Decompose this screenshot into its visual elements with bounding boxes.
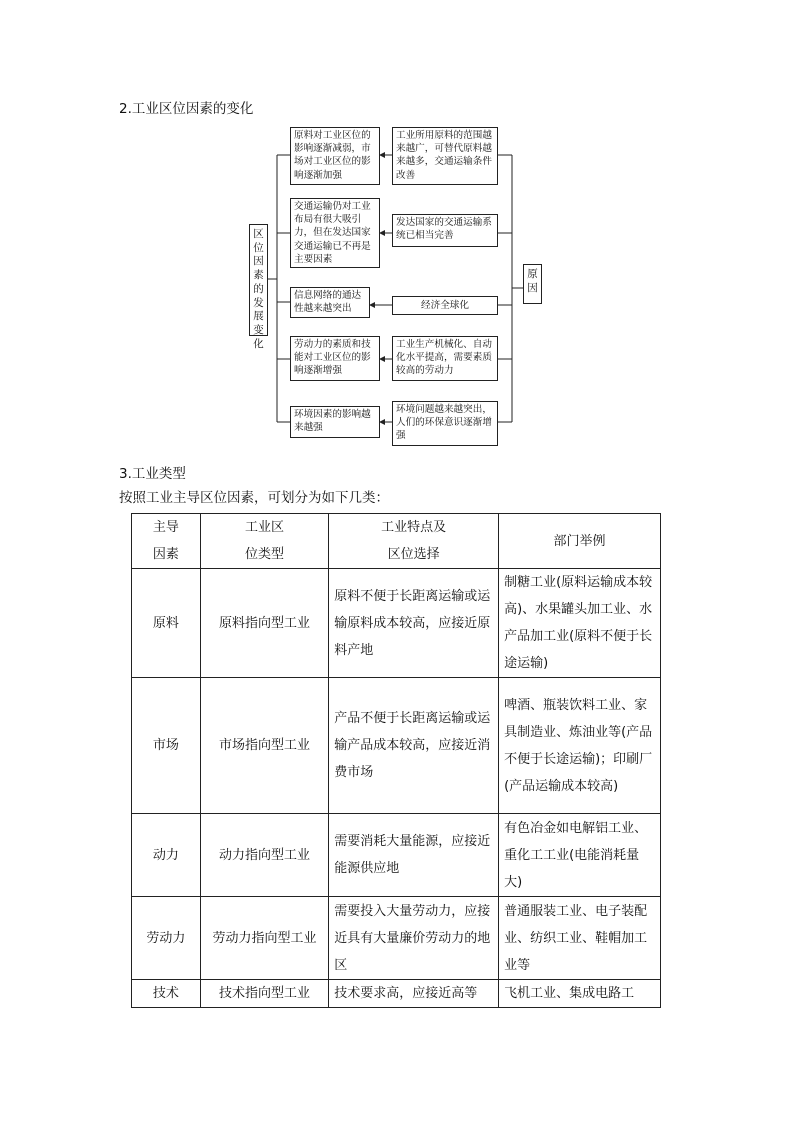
table-header-row: [132, 514, 661, 569]
cell-factor: 原料: [132, 569, 201, 678]
cell-features: 产品不便于长距离运输或运输产品成本较高，应接近消费市场: [329, 678, 499, 814]
cell-examples: 普通服装工业、电子装配业、纺织工业、鞋帽加工业等: [499, 897, 661, 980]
cell-features: 需要消耗大量能源，应接近能源供应地: [329, 814, 499, 897]
cell-factor: 动力: [132, 814, 201, 897]
table-row: [132, 569, 661, 678]
cell-type: 技术指向型工业: [200, 980, 328, 1008]
cell-factor: 技术: [132, 980, 201, 1008]
cell-type: 动力指向型工业: [200, 814, 328, 897]
cell-examples: 飞机工业、集成电路工: [499, 980, 661, 1008]
header-examples: 部门举例: [499, 514, 661, 569]
cause-box-4: 工业生产机械化、自动化水平提高，需要素质较高的劳动力: [392, 336, 498, 381]
effect-box-1: 原料对工业区位的影响逐渐减弱，市场对工业区位的影响逐渐加强: [290, 127, 380, 185]
cell-features: 原料不便于长距离运输或运输原料成本较高，应接近原料产地: [329, 569, 499, 678]
section3-intro: 按照工业主导区位因素，可划分为如下几类：: [119, 490, 389, 506]
cell-factor: 市场: [132, 678, 201, 814]
cell-factor: 劳动力: [132, 897, 201, 980]
cell-type: 劳动力指向型工业: [200, 897, 328, 980]
cell-features: 技术要求高，应接近高等: [329, 980, 499, 1008]
reason-box: 原因: [523, 264, 542, 304]
cause-box-5: 环境问题越来越突出，人们的环保意识逐渐增强: [392, 401, 498, 446]
cell-examples: 有色冶金如电解铝工业、重化工工业(电能消耗量大): [499, 814, 661, 897]
cause-box-3: 经济全球化: [392, 296, 498, 315]
effect-box-5: 环境因素的影响越来越强: [290, 406, 380, 438]
industry-type-table: [131, 513, 661, 1008]
cell-type: 市场指向型工业: [200, 678, 328, 814]
table-row: [132, 678, 661, 814]
section3-heading: 3.工业类型: [119, 466, 186, 482]
header-features: 工业特点及 区位选择: [329, 514, 499, 569]
cell-examples: 制糖工业(原料运输成本较高)、水果罐头加工业、水产品加工业(原料不便于长途运输): [499, 569, 661, 678]
section2-heading: 2.工业区位因素的变化: [119, 101, 254, 117]
effect-box-2: 交通运输仍对工业布局有很大吸引力，但在发达国家交通运输已不再是主要因素: [290, 198, 380, 268]
table-row: [132, 897, 661, 980]
header-factor: 主导 因素: [132, 514, 201, 569]
cell-type: 原料指向型工业: [200, 569, 328, 678]
diagram-title-box: 区位因素的发展变化: [249, 224, 268, 336]
location-factor-diagram: [0, 0, 794, 460]
cell-features: 需要投入大量劳动力，应接近具有大量廉价劳动力的地区: [329, 897, 499, 980]
cell-examples: 啤酒、瓶装饮料工业、家具制造业、炼油业等(产品不便于长途运输)；印刷厂(产品运输成本较高): [499, 678, 661, 814]
cause-box-1: 工业所用原料的范围越来越广，可替代原料越来越多，交通运输条件改善: [392, 127, 498, 185]
effect-box-4: 劳动力的素质和技能对工业区位的影响逐渐增强: [290, 336, 380, 381]
table-row: [132, 814, 661, 897]
cause-box-2: 发达国家的交通运输系统已相当完善: [392, 214, 498, 247]
effect-box-3: 信息网络的通达性越来越突出: [290, 287, 370, 318]
header-type: 工业区 位类型: [200, 514, 328, 569]
table-row: [132, 980, 661, 1008]
